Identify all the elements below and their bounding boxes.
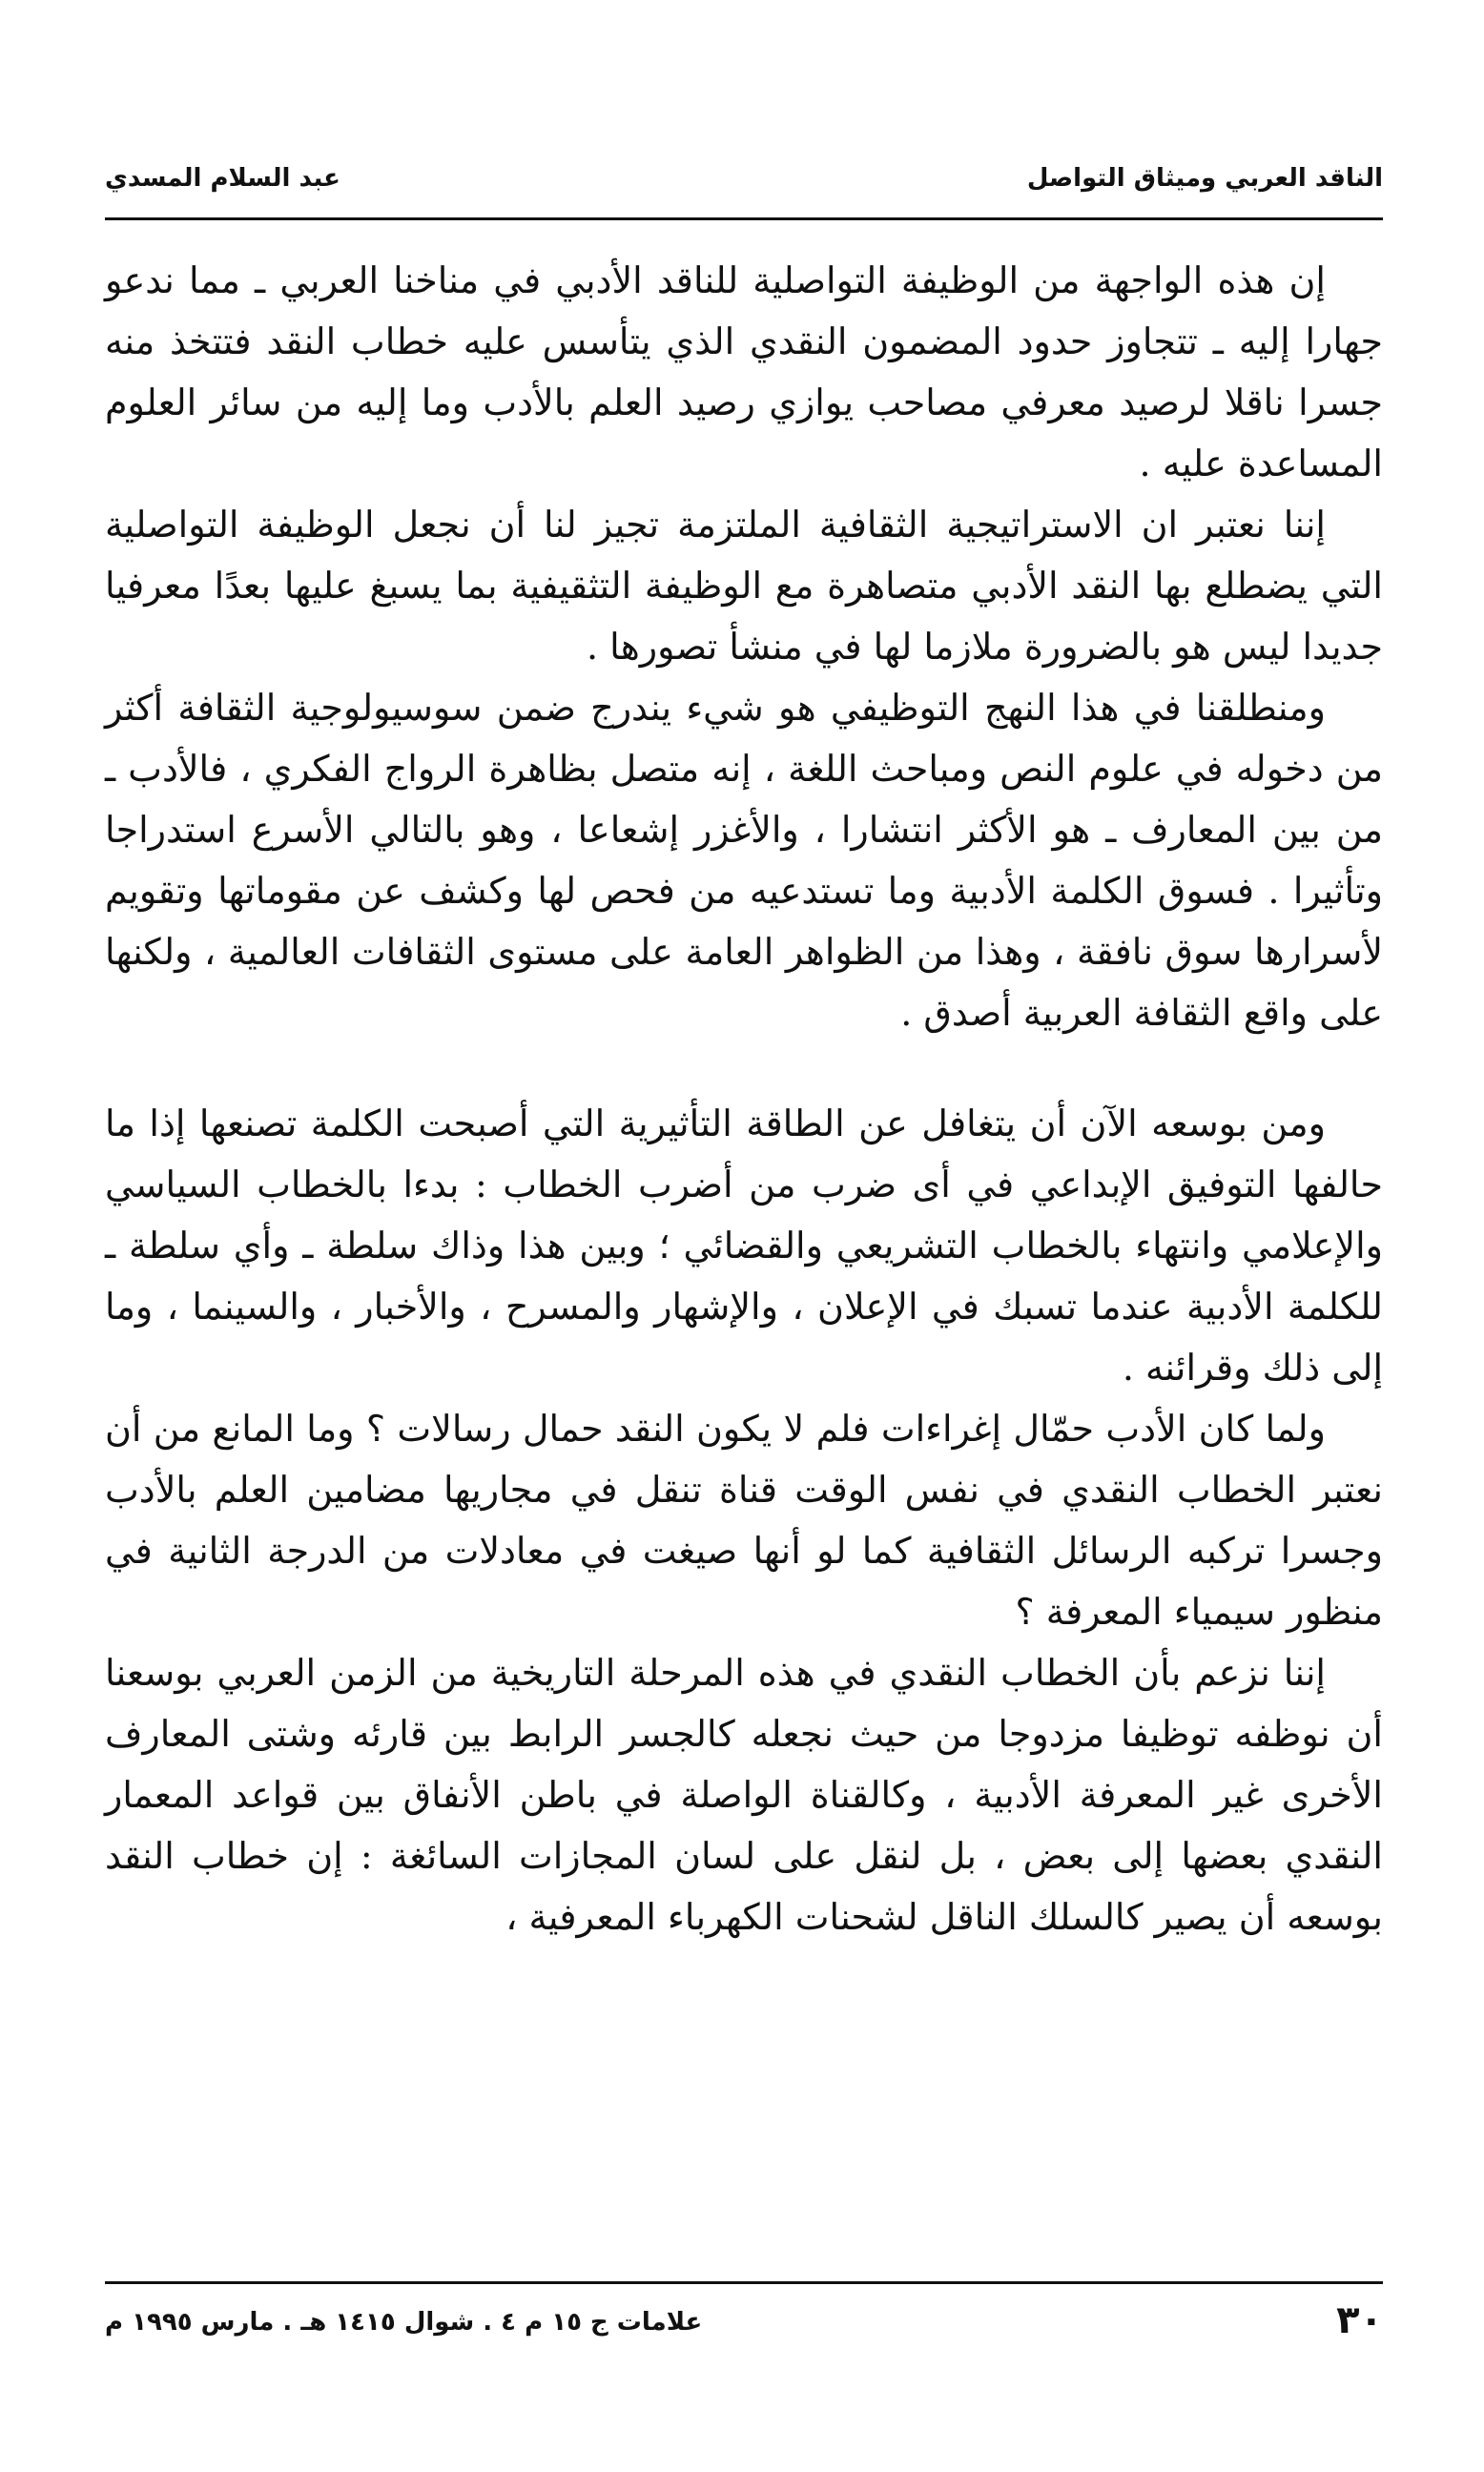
header-article-title: الناقد العربي وميثاق التواصل bbox=[1026, 164, 1383, 193]
journal-citation: علامات ج ١٥ م ٤ . شوال ١٤١٥ هـ . مارس ١٩٩٥ م bbox=[105, 2308, 703, 2337]
page-footer bbox=[105, 2298, 1383, 2365]
page-number: ٣٠ bbox=[1336, 2298, 1383, 2342]
footer-divider bbox=[105, 2281, 1383, 2284]
header-divider bbox=[105, 217, 1383, 220]
paragraph: ومنطلقنا في هذا النهج التوظيفي هو شيء يندرج ضمن سوسيولوجية الثقافة أكثر من دخوله في علوم النص ومباحث اللغة ، إنه متصل بظاهرة الرواج الفكري ، فالأدب ـ من بين المعارف ـ هو الأكثر انتشارا ، والأغزر إشعاعا ، وهو بالتالي الأسرع استدراجا وتأثيرا . فسوق الكلمة الأدبية وما تستدعيه من فحص لها وكشف عن مقوماتها وتقويم لأسرارها سوق نافقة ، وهذا من الظواهر العامة على مستوى الثقافات العالمية ، ولكنها على واقع الثقافة العربية أصدق . bbox=[105, 687, 1383, 1034]
paragraph: إن هذه الواجهة من الوظيفة التواصلية للناقد الأدبي في مناخنا العربي ـ مما ندعو جهارا إليه ـ تتجاوز حدود المضمون النقدي الذي يتأسس عليه خطاب النقد فتتخذ منه جسرا ناقلا لرصيد معرفي مصاحب يوازي رصيد العلم بالأدب وما إليه من سائر العلوم المساعدة عليه . bbox=[105, 259, 1383, 484]
paragraph: إننا نعتبر ان الاستراتيجية الثقافية الملتزمة تجيز لنا أن نجعل الوظيفة التواصلية التي يضطلع بها النقد الأدبي متصاهرة مع الوظيفة التثقيفية بما يسبغ عليها بعدًا معرفيا جديدا ليس هو بالضرورة ملازما لها في منشأ تصورها . bbox=[105, 504, 1383, 668]
running-header bbox=[105, 153, 1383, 210]
paragraph: ومن بوسعه الآن أن يتغافل عن الطاقة التأثيرية التي أصبحت الكلمة تصنعها إذا ما حالفها التوفيق الإبداعي في أى ضرب من أضرب الخطاب : بدءا بالخطاب السياسي والإعلامي وانتهاء بالخطاب التشريعي والقضائي ؛ وبين هذا وذاك سلطة ـ وأي سلطة ـ للكلمة الأدبية عندما تسبك في الإعلان ، والإشهار والمسرح ، والأخبار ، والسينما ، وما إلى ذلك وقرائنه . bbox=[105, 1102, 1383, 1389]
paragraph: ولما كان الأدب حمّال إغراءات فلم لا يكون النقد حمال رسالات ؟ وما المانع من أن نعتبر الخطاب النقدي في نفس الوقت قناة تنقل في مجاريها مضامين العلم بالأدب وجسرا تركبه الرسائل الثقافية كما لو أنها صيغت في معادلات من الدرجة الثانية في منظور سيمياء المعرفة ؟ bbox=[105, 1408, 1383, 1633]
header-author: عبد السلام المسدي bbox=[105, 164, 340, 193]
article-body bbox=[105, 250, 1383, 1947]
paragraph: إننا نزعم بأن الخطاب النقدي في هذه المرحلة التاريخية من الزمن العربي بوسعنا أن نوظفه توظيفا مزدوجا من حيث نجعله كالجسر الرابط بين قارئه وشتى المعارف الأخرى غير المعرفة الأدبية ، وكالقناة الواصلة في باطن الأنفاق بين قواعد المعمار النقدي بعضها إلى بعض ، بل لنقل على لسان المجازات السائغة : إن خطاب النقد بوسعه أن يصير كالسلك الناقل لشحنات الكهرباء المعرفية ، bbox=[105, 1652, 1383, 1938]
